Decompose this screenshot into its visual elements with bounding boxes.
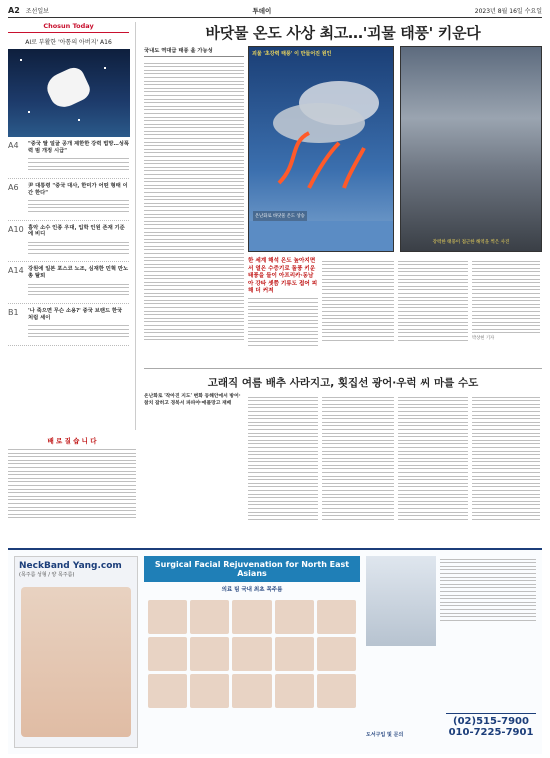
article-subtitle: 한 세계 해석 온도 높아지면서 열온 수증기로 돌풍 키운 태풍을 들이 아프리카·동남아 강타 셋쯤 기류도 접어 피해 더 커져 bbox=[248, 258, 318, 295]
ad-center-panel bbox=[144, 556, 360, 748]
sidebar-item[interactable]: A10 흉악 소수 인종 우대, 입학 인원 존재 기준에 비디 bbox=[8, 221, 129, 263]
typhoon-diagram bbox=[248, 46, 394, 252]
ad-brand: NeckBand Yang.com bbox=[19, 561, 122, 571]
sidebar-title: Chosun Today bbox=[8, 22, 129, 33]
sidebar-lead: AI로 부활한 '아톰의 아버지' A16 bbox=[25, 39, 112, 46]
ad-phone[interactable]: (02)515-7900 010-7225-7901 bbox=[446, 713, 536, 738]
bottom-advertisement bbox=[8, 548, 542, 754]
sidebar-item[interactable]: B1 '나 죽으면 무슨 소용?' 중국 브랜드 한국 처럼 세이 bbox=[8, 304, 129, 346]
diagram-graphic bbox=[249, 63, 393, 213]
chosun-today-sidebar bbox=[8, 22, 136, 430]
sidebar-item[interactable]: A14 강원에 일본 포스코 노조, 심재한 민혁 만노총 탈퇴 bbox=[8, 262, 129, 304]
article-column bbox=[398, 258, 468, 343]
ad-photo-grid bbox=[144, 596, 360, 712]
ad-bullet-list bbox=[440, 556, 536, 623]
heat-arrow bbox=[344, 148, 364, 188]
ad-banner-title: Surgical Facial Rejuvenation for North East Asians bbox=[144, 556, 360, 582]
ad-contact-label: 도서구입 및 문의 bbox=[366, 732, 404, 738]
issue-date: 2023년 8월 16일 수요일 bbox=[474, 8, 542, 15]
sidebar-item[interactable]: A4 "중국 딸 얼굴 공개 제한한 강력 법망…성폭력 범 개정 시급" bbox=[8, 137, 129, 179]
article-column bbox=[322, 394, 394, 522]
photo-caption: 강력한 태풍이 접근한 해역을 찍은 사진 bbox=[432, 240, 510, 245]
article-column bbox=[248, 258, 318, 349]
main-article bbox=[144, 22, 542, 430]
ad-tagline: 의료 팀 국내 최초 목주름 bbox=[221, 587, 283, 593]
section-name: 투데이 bbox=[252, 7, 272, 15]
sea-layer bbox=[249, 221, 393, 251]
article-column bbox=[398, 394, 468, 522]
paper-name: 조선일보 bbox=[25, 8, 49, 15]
small-ad-title: 배 로 질 습 니 다 bbox=[47, 437, 97, 445]
second-subhead: 온난화로 '작아진 지도' 변화 동해안에서 방어·참치 잡히고 경북서 파파야·애플망고 재배 bbox=[144, 394, 241, 406]
small-ad bbox=[8, 436, 136, 546]
article-column bbox=[144, 60, 244, 343]
doctor-photo bbox=[366, 556, 436, 646]
article-subhead: 국내도 역대급 태풍 올 가능성 bbox=[144, 46, 244, 57]
cloud-shape bbox=[273, 103, 365, 143]
main-headline: 바닷물 온도 사상 최고…'괴물 태풍' 키운다 bbox=[205, 24, 481, 42]
article-column bbox=[472, 258, 540, 343]
astro-boy-image bbox=[8, 49, 130, 137]
ad-neck-photo bbox=[21, 587, 131, 737]
article-column bbox=[322, 258, 394, 343]
masthead bbox=[8, 4, 542, 18]
article-byline: 박상현 기자 bbox=[472, 336, 495, 342]
diagram-title: 괴물 '초강력 태풍' 이 만들어진 원인 bbox=[252, 51, 332, 57]
second-headline: 고래직 여름 배추 사라지고, 횟집선 광어·우럭 씨 마를 수도 bbox=[144, 368, 542, 390]
typhoon-photo bbox=[400, 46, 542, 252]
article-column bbox=[472, 394, 540, 522]
astro-boy-figure bbox=[43, 64, 94, 112]
ad-brand-panel bbox=[14, 556, 138, 748]
sidebar-item[interactable]: A6 尹 대통령 "중국 대사, 한미가 어떤 형태 이간 한다" bbox=[8, 179, 129, 221]
diagram-legend: 온난화로 바닷물 온도 상승 bbox=[253, 211, 307, 221]
ad-right-panel bbox=[366, 556, 536, 748]
page-number: A2 bbox=[8, 6, 20, 15]
heat-arrow bbox=[309, 143, 339, 188]
ad-brand-sub: (목주름 성형 / 양 목주름) bbox=[19, 572, 75, 578]
article-column bbox=[248, 394, 318, 522]
